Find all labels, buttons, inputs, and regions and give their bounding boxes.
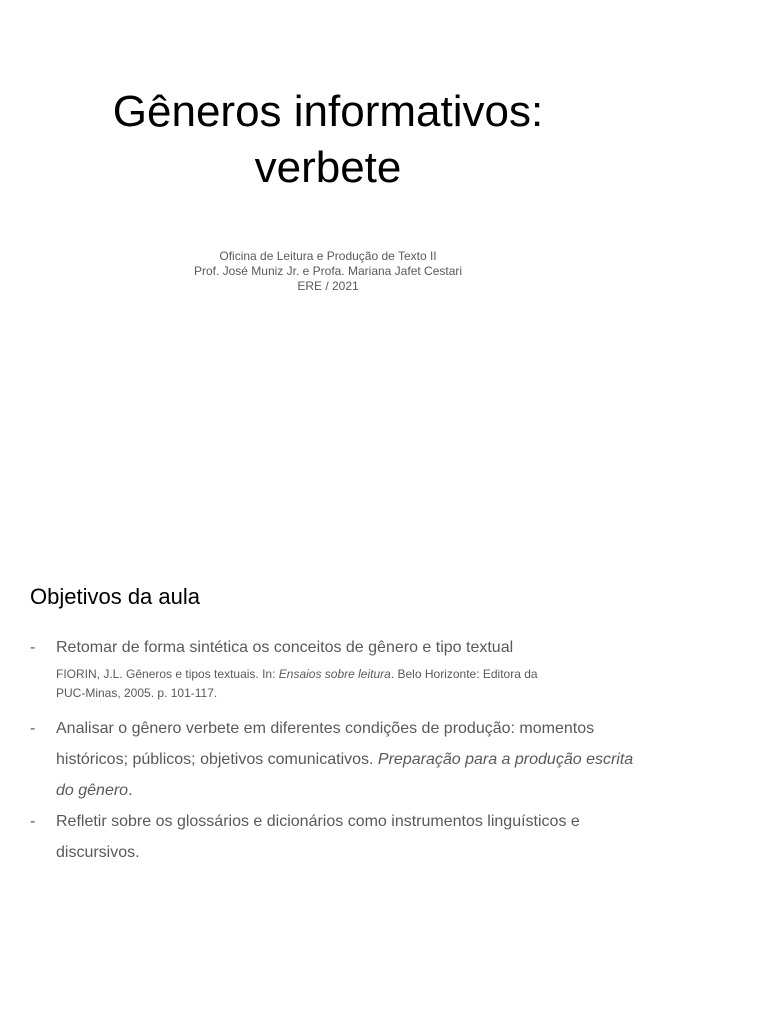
bullet-dash: - xyxy=(30,639,36,656)
reference-book-title: Ensaios sobre leitura xyxy=(278,667,391,681)
reference-line-1 xyxy=(56,665,650,684)
slide-objectives xyxy=(0,540,768,1024)
title-line-2: verbete xyxy=(254,143,402,192)
bibliographic-reference xyxy=(56,665,650,703)
objective-emphasis: Preparação para a produção escrita do gênero xyxy=(56,751,634,799)
bullet-dash: - xyxy=(30,720,36,737)
list-item xyxy=(30,632,650,703)
list-item xyxy=(30,713,650,806)
presentation-title xyxy=(0,84,656,196)
term: ERE / 2021 xyxy=(297,279,359,293)
objective-punctuation: . xyxy=(128,782,133,799)
professors: Prof. José Muniz Jr. e Profa. Mariana Jafet Cestari xyxy=(193,264,463,278)
bullet-dash: - xyxy=(30,813,36,830)
objective-text: Retomar de forma sintética os conceitos de gênero e tipo textual xyxy=(56,639,514,656)
objective-text: Refletir sobre os glossários e dicionários como instrumentos linguísticos e discursivos. xyxy=(56,813,580,861)
objectives-list xyxy=(30,632,650,868)
reference-line-2: PUC-Minas, 2005. p. 101-117. xyxy=(56,686,218,700)
reference-author: FIORIN, J.L. Gêneros e tipos textuais. In: xyxy=(56,667,279,681)
reference-publisher: . Belo Horizonte: Editora da xyxy=(390,667,538,681)
objective-text: Analisar o gênero verbete em diferentes condições de produção: momentos históricos; públicos; objetivos comunicativos. xyxy=(56,720,595,768)
list-item xyxy=(30,806,650,868)
title-line-1: Gêneros informativos: xyxy=(112,87,544,136)
presentation-subtitle xyxy=(0,249,656,294)
course-name: Oficina de Leitura e Produção de Texto II xyxy=(219,249,437,263)
objectives-heading: Objetivos da aula xyxy=(30,584,200,609)
